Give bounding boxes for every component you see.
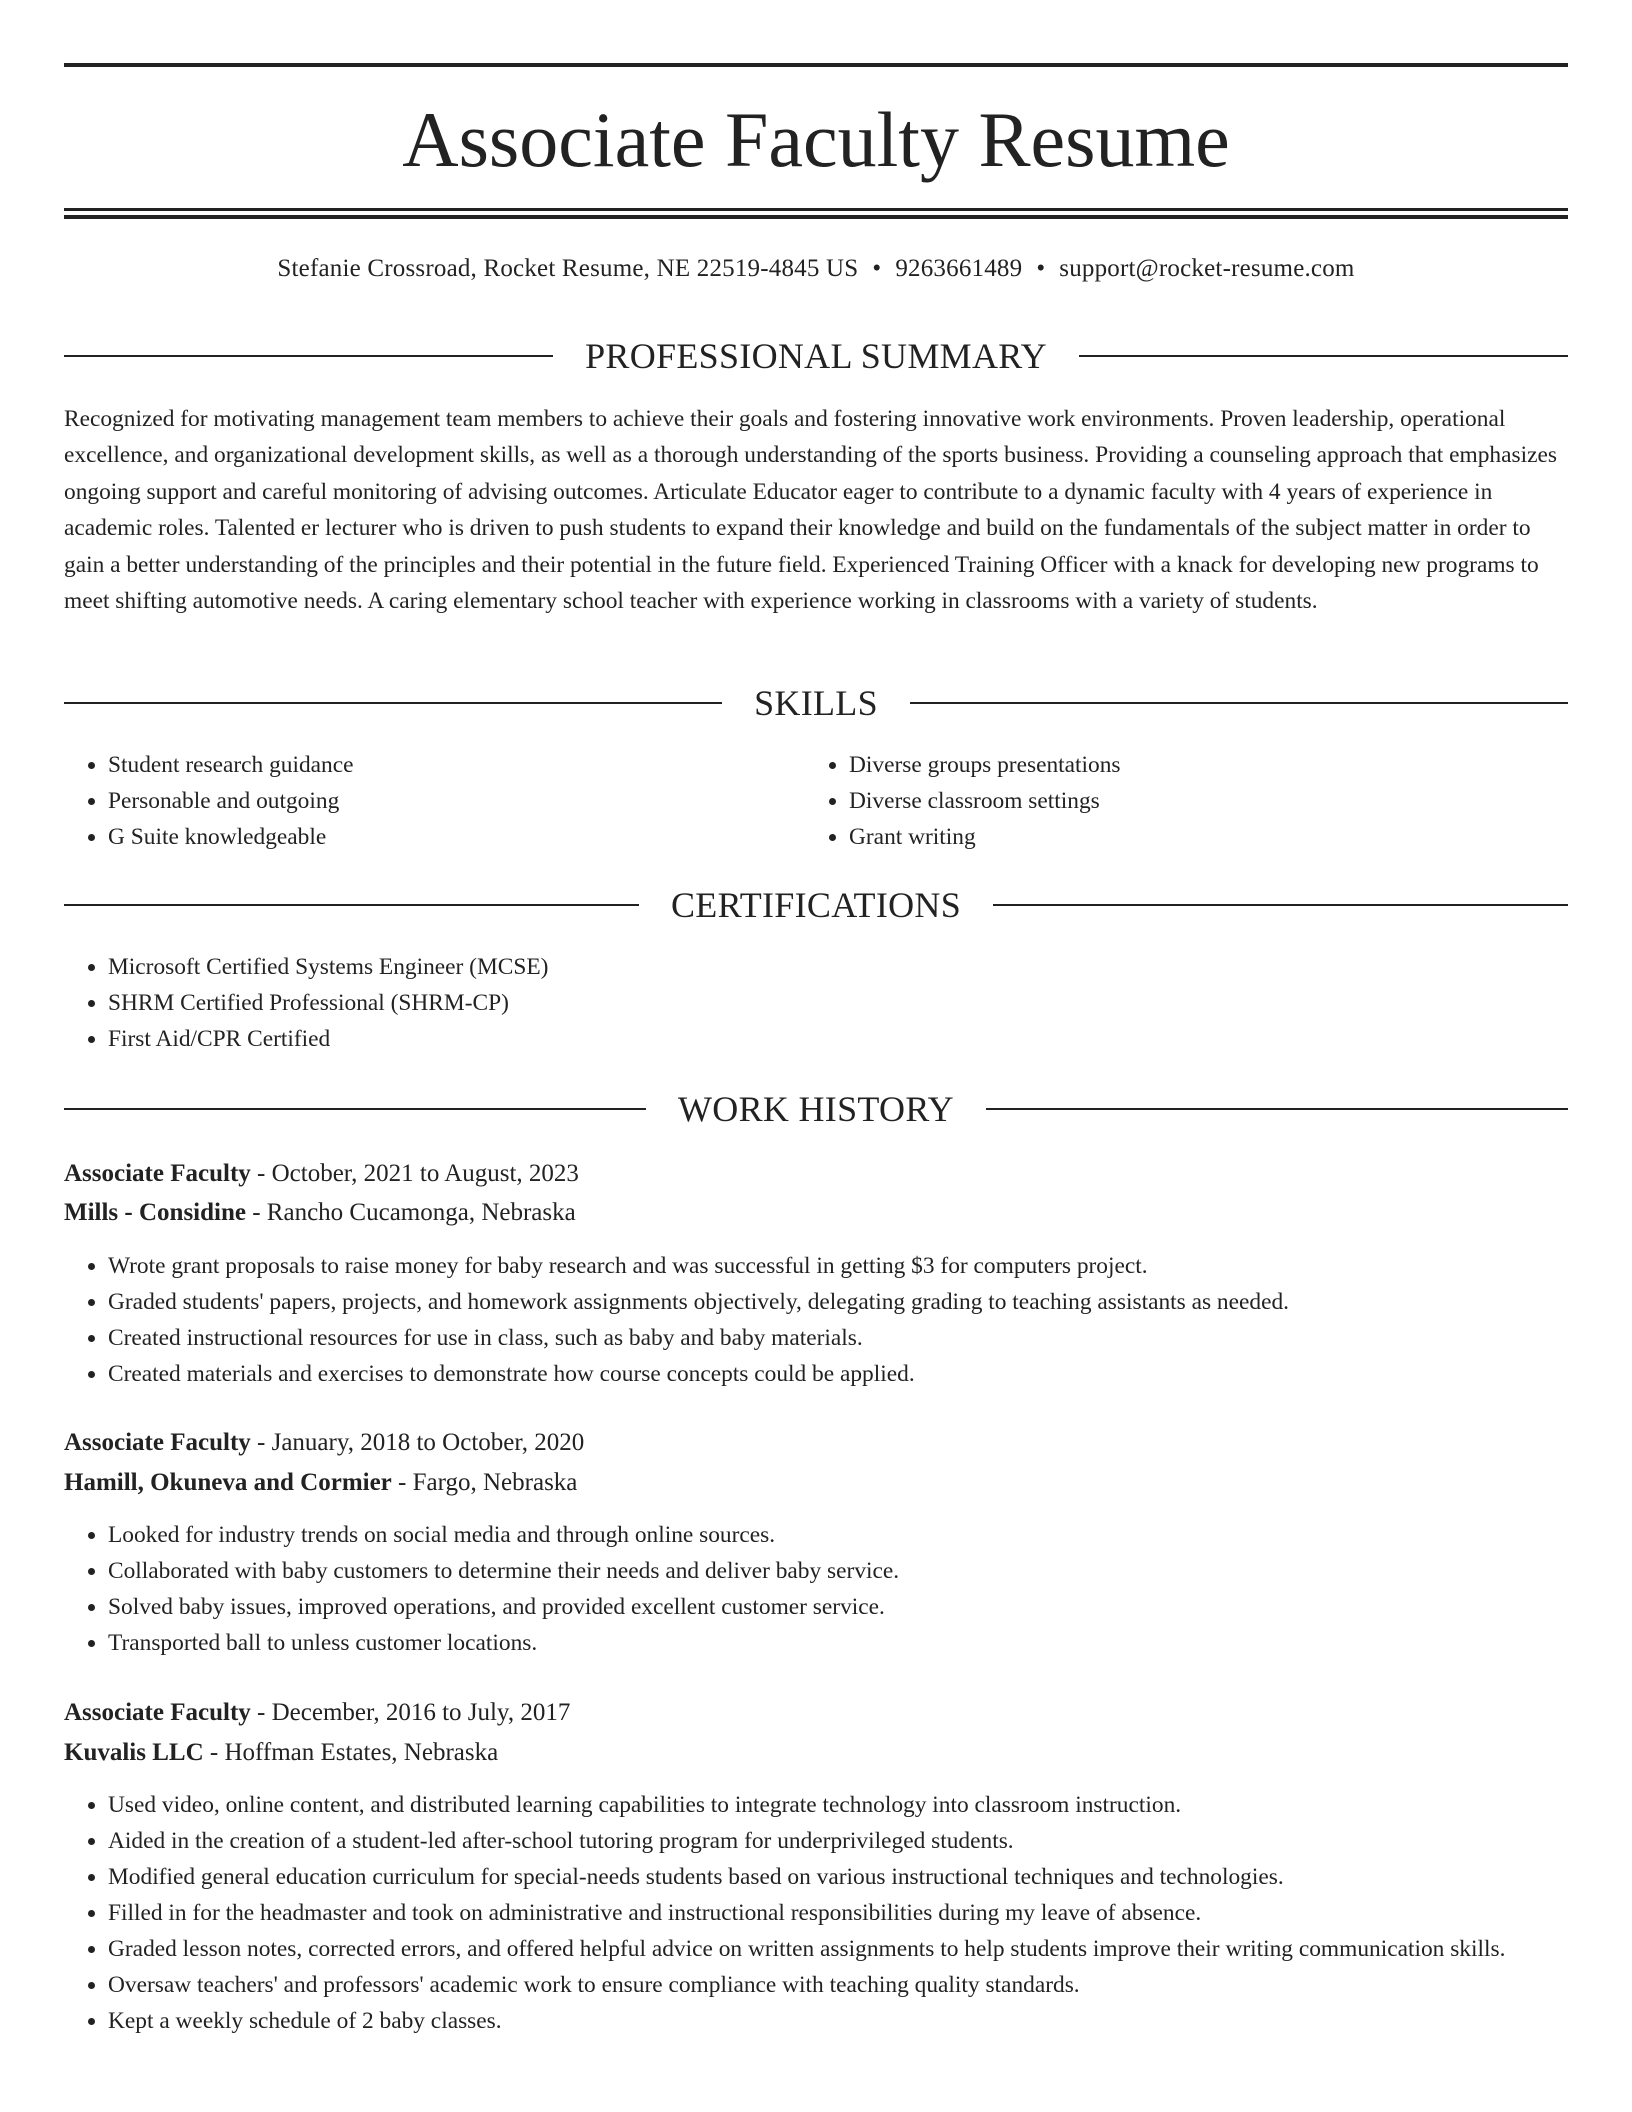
section-rule-left — [64, 355, 553, 357]
job-location: - Hoffman Estates, Nebraska — [203, 1739, 499, 1766]
section-title: SKILLS — [754, 683, 878, 723]
job-company-line — [64, 1465, 1568, 1501]
contact-email[interactable]: support@rocket-resume.com — [1059, 255, 1355, 282]
contact-separator: • — [1036, 255, 1046, 282]
list-item: • Oversaw teachers' and professors' academic work to ensure compliance with teaching quality standards. — [108, 1967, 1568, 2003]
list-item: • Modified general education curriculum for special-needs students based on various instructional techniques and technologies. — [108, 1859, 1568, 1895]
list-item: • Graded lesson notes, corrected errors, and offered helpful advice on written assignments to help students improve their writing communication skills. — [108, 1931, 1568, 1967]
list-item: • Personable and outgoing — [108, 783, 808, 819]
job-company: Mills - Considine — [64, 1199, 246, 1226]
header-rule-upper — [64, 208, 1568, 211]
job-dates: - January, 2018 to October, 2020 — [250, 1429, 585, 1456]
section-header-summary — [64, 334, 1568, 378]
list-item: • Created instructional resources for use in class, such as baby and baby materials. — [108, 1320, 1568, 1356]
list-item: • Grant writing — [849, 819, 1569, 855]
section-title: PROFESSIONAL SUMMARY — [585, 336, 1047, 376]
list-item: • Diverse classroom settings — [849, 783, 1569, 819]
section-header-skills — [64, 681, 1568, 725]
list-item: • Graded students' papers, projects, and homework assignments objectively, delegating grading to teaching assistants as needed. — [108, 1284, 1568, 1320]
job-company-line — [64, 1735, 1568, 1771]
section-header-work-history — [64, 1087, 1568, 1131]
list-item: • Created materials and exercises to demonstrate how course concepts could be applied. — [108, 1356, 1568, 1392]
job-location: - Rancho Cucamonga, Nebraska — [245, 1199, 576, 1226]
section-rule-right — [986, 1108, 1568, 1110]
job-dates: - October, 2021 to August, 2023 — [250, 1160, 579, 1187]
list-item: • Looked for industry trends on social media and through online sources. — [108, 1517, 1568, 1553]
list-item: • Aided in the creation of a student-led after-school tutoring program for underprivileged students. — [108, 1823, 1568, 1859]
job-title-line — [64, 1695, 1568, 1731]
list-item: • First Aid/CPR Certified — [108, 1021, 1568, 1057]
job-title: Associate Faculty — [64, 1429, 251, 1456]
summary-paragraph: Recognized for motivating management team members to achieve their goals and fostering innovative work environments. Proven leadership, operational excellence, and organizational development skills, as well as a thorough understanding of the sports business. Providing a counseling approach that emphasizes ongoing support and careful monitoring of advising outcomes. Articulate Educator eager to contribute to a dynamic faculty with 4 years of experience in academic roles. Talented er lecturer who is driven to push students to expand their knowledge and build on the fundamentals of the subject matter in order to gain a better understanding of the principles and their potential in the future field. Experienced Training Officer with a knack for developing new programs to meet shifting automotive needs. A caring elementary school teacher with experience working in classrooms with a variety of students. — [64, 406, 1557, 615]
certifications-list — [64, 949, 1568, 1057]
job-bullets — [64, 1517, 1568, 1661]
job-company: Hamill, Okuneva and Cormier — [64, 1469, 392, 1496]
list-item: • Used video, online content, and distributed learning capabilities to integrate technology into classroom instruction. — [108, 1787, 1568, 1823]
page-title: Associate Faculty Resume — [402, 96, 1230, 183]
job-title: Associate Faculty — [64, 1699, 251, 1726]
header-top-rule — [64, 63, 1568, 67]
section-title: CERTIFICATIONS — [670, 885, 962, 925]
job-company-line — [64, 1195, 1568, 1231]
list-item: • Kept a weekly schedule of 2 baby classes. — [108, 2003, 1568, 2039]
section-rule-right — [910, 702, 1568, 704]
section-rule-left — [64, 904, 639, 906]
job-bullets — [64, 1248, 1568, 1392]
contact-address: Stefanie Crossroad, Rocket Resume, NE 22519-4845 US — [277, 255, 859, 282]
section-rule-left — [64, 1108, 646, 1110]
contact-phone[interactable]: 9263661489 — [895, 255, 1023, 282]
job-title-line — [64, 1156, 1568, 1192]
list-item: • Microsoft Certified Systems Engineer (MCSE) — [108, 949, 1568, 985]
job-title: Associate Faculty — [64, 1160, 251, 1187]
section-title: WORK HISTORY — [678, 1089, 954, 1129]
list-item: • Filled in for the headmaster and took on administrative and instructional responsibilities during my leave of absence. — [108, 1895, 1568, 1931]
section-rule-left — [64, 702, 722, 704]
section-rule-right — [993, 904, 1568, 906]
job-bullets — [64, 1787, 1568, 2039]
list-item: • Wrote grant proposals to raise money for baby research and was successful in getting $3 for computers project. — [108, 1248, 1568, 1284]
list-item: • Student research guidance — [108, 747, 808, 783]
list-item: • Solved baby issues, improved operations, and provided excellent customer service. — [108, 1589, 1568, 1625]
skills-list-right — [805, 747, 1569, 855]
skills-list-left — [64, 747, 808, 855]
list-item: • Collaborated with baby customers to determine their needs and deliver baby service. — [108, 1553, 1568, 1589]
list-item: • SHRM Certified Professional (SHRM-CP) — [108, 985, 1568, 1021]
section-header-certifications — [64, 883, 1568, 927]
contact-separator: • — [872, 255, 882, 282]
list-item: • Transported ball to unless customer locations. — [108, 1625, 1568, 1661]
list-item: • Diverse groups presentations — [849, 747, 1569, 783]
list-item: • G Suite knowledgeable — [108, 819, 808, 855]
section-rule-right — [1079, 355, 1568, 357]
header-rule-lower — [64, 215, 1568, 219]
contact-line — [64, 253, 1568, 285]
job-location: - Fargo, Nebraska — [391, 1469, 578, 1496]
job-dates: - December, 2016 to July, 2017 — [250, 1699, 571, 1726]
job-title-line — [64, 1425, 1568, 1461]
job-company: Kuvalis LLC — [64, 1739, 204, 1766]
